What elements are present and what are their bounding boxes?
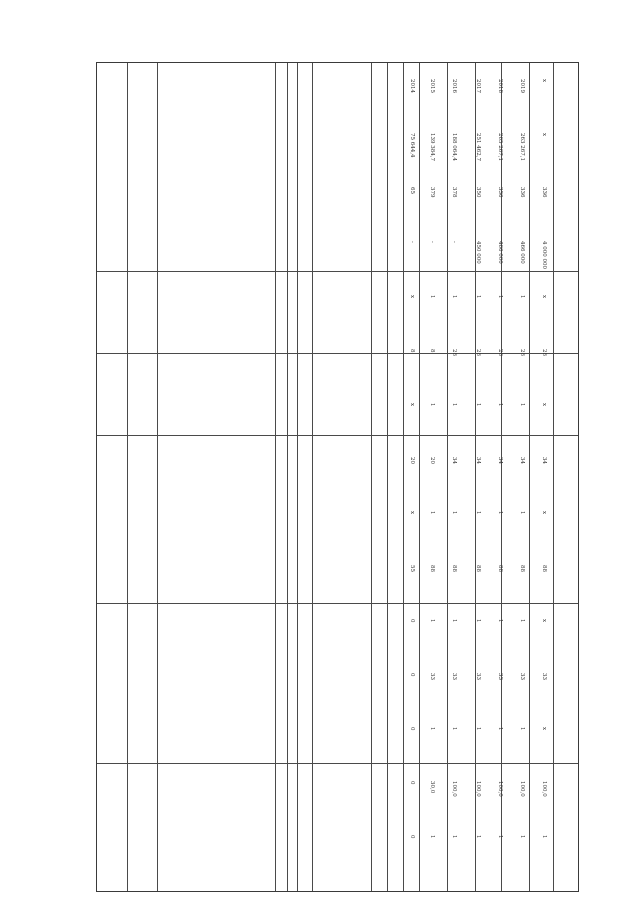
table-cell: x — [541, 403, 547, 407]
table-cell: 34 — [451, 457, 457, 464]
table-divider — [97, 603, 578, 604]
table-cell: 20 — [429, 457, 435, 464]
table-cell: 33 — [497, 673, 503, 680]
table-cell: 0 — [409, 619, 415, 623]
table-cell: 88 — [451, 565, 457, 572]
table-cell: 1 — [451, 835, 457, 839]
table-cell: 0 — [409, 673, 415, 677]
table-cell: x — [541, 295, 547, 299]
table-cell: 1 — [475, 727, 481, 731]
table-cell: 33 — [541, 673, 547, 680]
table-cell: 65 — [409, 187, 415, 194]
table-cell: 265 267,1 — [497, 133, 503, 161]
table-cell: 88 — [429, 565, 435, 572]
table-divider — [312, 63, 313, 891]
table-cell: 336 — [497, 187, 503, 198]
table-cell: 34 — [519, 457, 525, 464]
table-cell: 1 — [475, 619, 481, 623]
table-cell: 450 000 — [475, 241, 481, 264]
table-cell: 1 — [519, 835, 525, 839]
table-cell: 88 — [541, 565, 547, 572]
table-cell: 2018 — [497, 79, 503, 93]
table-cell: 336 — [519, 187, 525, 198]
table-divider — [97, 763, 578, 764]
table-cell: 8 — [429, 349, 435, 353]
table-cell: 0 — [409, 727, 415, 731]
table-cell: 1 — [475, 835, 481, 839]
table-cell: 188 064,4 — [451, 133, 457, 161]
table-cell: 1 — [497, 511, 503, 515]
table-cell: - — [451, 241, 457, 243]
document-table — [96, 62, 579, 892]
table-divider — [447, 63, 448, 891]
table-cell: 0 — [409, 781, 415, 785]
table-cell: 1 — [519, 511, 525, 515]
table-cell: 1 — [429, 619, 435, 623]
table-cell: 2016 — [451, 79, 457, 93]
table-cell: 1 — [497, 727, 503, 731]
table-cell: x — [541, 133, 547, 137]
table-cell: 1 — [451, 295, 457, 299]
table-cell: x — [541, 727, 547, 731]
table-cell: 88 — [475, 565, 481, 572]
table-cell: 100,0 — [519, 781, 525, 797]
table-cell: 1 — [519, 727, 525, 731]
table-cell: 378 — [451, 187, 457, 198]
table-cell: 33 — [475, 673, 481, 680]
table-cell: x — [409, 403, 415, 407]
table-cell: 1 — [429, 511, 435, 515]
table-cell: 2015 — [429, 79, 435, 93]
table-divider — [97, 435, 578, 436]
table-cell: 1 — [429, 403, 435, 407]
table-cell: 251 462,7 — [475, 133, 481, 161]
table-cell: 28 — [475, 349, 481, 356]
table-cell: x — [541, 79, 547, 83]
table-cell: 1 — [497, 619, 503, 623]
table-cell: 1 — [429, 295, 435, 299]
table-cell: 1 — [475, 511, 481, 515]
table-cell: 28 — [451, 349, 457, 356]
table-cell: 263 267,1 — [519, 133, 525, 161]
table-cell: 0 — [409, 835, 415, 839]
table-cell: 2017 — [475, 79, 481, 93]
table-cell: 2014 — [409, 79, 415, 93]
table-cell: 33 — [519, 673, 525, 680]
table-cell: 4 000 000 — [541, 241, 547, 269]
table-divider — [297, 63, 298, 891]
table-cell: 1 — [519, 619, 525, 623]
table-cell: 1 — [497, 403, 503, 407]
table-divider — [287, 63, 288, 891]
table-divider — [275, 63, 276, 891]
table-divider — [127, 63, 128, 891]
table-cell: 34 — [541, 457, 547, 464]
table-cell: 28 — [541, 349, 547, 356]
table-cell: 1 — [519, 403, 525, 407]
table-cell: 88 — [497, 565, 503, 572]
table-cell: 100,0 — [541, 781, 547, 797]
table-cell: 8 — [409, 349, 415, 353]
table-cell: x — [541, 619, 547, 623]
table-cell: 139 384,7 — [429, 133, 435, 161]
table-divider — [371, 63, 372, 891]
table-divider — [529, 63, 530, 891]
table-cell: 1 — [429, 727, 435, 731]
table-cell: 1 — [497, 835, 503, 839]
table-cell: 466 000 — [497, 241, 503, 264]
table-cell: 34 — [497, 457, 503, 464]
table-cell: 1 — [451, 403, 457, 407]
table-divider — [553, 63, 554, 891]
table-cell: 1 — [497, 295, 503, 299]
table-cell: 30,0 — [429, 781, 435, 794]
table-cell: 1 — [429, 835, 435, 839]
table-cell: - — [429, 241, 435, 243]
table-cell: 350 — [475, 187, 481, 198]
table-cell: 28 — [519, 349, 525, 356]
table-cell: 1 — [451, 727, 457, 731]
table-cell: 34 — [475, 457, 481, 464]
table-cell: 1 — [541, 835, 547, 839]
table-cell: 100,0 — [497, 781, 503, 797]
table-divider — [419, 63, 420, 891]
table-cell: 1 — [451, 511, 457, 515]
table-divider — [97, 271, 578, 272]
table-cell: 55 — [409, 565, 415, 572]
table-cell: x — [409, 511, 415, 515]
table-cell: 466 000 — [519, 241, 525, 264]
table-divider — [387, 63, 388, 891]
table-cell: - — [409, 241, 415, 243]
table-cell: 100,0 — [451, 781, 457, 797]
table-divider — [97, 353, 578, 354]
table-cell: 336 — [541, 187, 547, 198]
table-cell: x — [541, 511, 547, 515]
table-cell: 379 — [429, 187, 435, 198]
table-cell: 1 — [475, 403, 481, 407]
table-cell: 28 — [497, 349, 503, 356]
table-cell: x — [409, 295, 415, 299]
table-divider — [157, 63, 158, 891]
table-divider — [403, 63, 404, 891]
table-cell: 88 — [519, 565, 525, 572]
table-cell: 2019 — [519, 79, 525, 93]
table-cell: 100,0 — [475, 781, 481, 797]
table-cell: 1 — [451, 619, 457, 623]
table-cell: 20 — [409, 457, 415, 464]
table-cell: 1 — [519, 295, 525, 299]
table-cell: 33 — [451, 673, 457, 680]
table-cell: 1 — [475, 295, 481, 299]
table-cell: 33 — [429, 673, 435, 680]
table-cell: 75 644,4 — [409, 133, 415, 158]
